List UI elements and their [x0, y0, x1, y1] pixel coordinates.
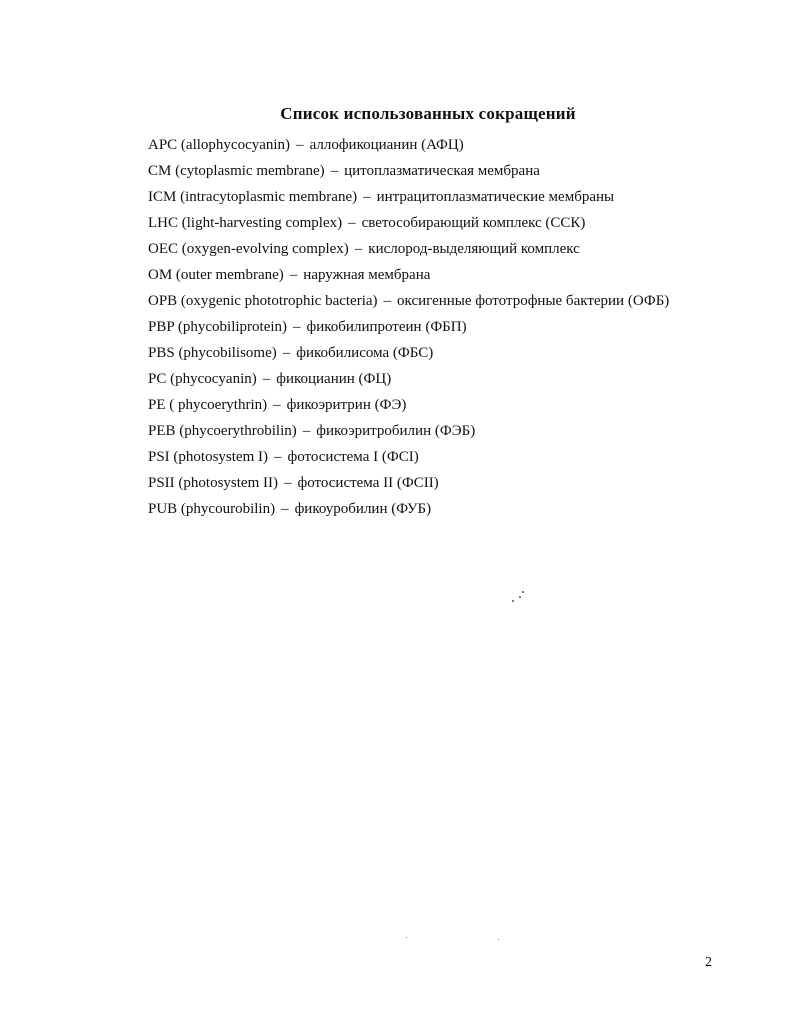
abbreviation-entry [148, 134, 669, 160]
entry-separator: – [383, 293, 392, 309]
abbreviation-entry [148, 446, 669, 472]
abbreviation-term: LHC (light-harvesting complex) [148, 215, 343, 231]
abbreviation-term: CM (cytoplasmic membrane) [148, 163, 325, 179]
abbreviation-meaning: фотосистема I (ФСI) [287, 449, 419, 465]
abbreviation-meaning: фикоуробилин (ФУБ) [294, 501, 432, 517]
entry-separator: – [363, 189, 371, 205]
entry-separator: – [284, 475, 292, 491]
abbreviation-meaning: наружная мембрана [303, 267, 431, 283]
abbreviation-entry [148, 498, 669, 524]
scan-speck [519, 596, 521, 598]
abbreviation-term: PE ( phycoerythrin) [148, 397, 268, 413]
abbreviation-meaning: светособирающий комплекс (ССК) [361, 215, 586, 231]
abbreviation-meaning: фикобилипротеин (ФБП) [306, 319, 467, 335]
entry-separator: – [289, 267, 298, 283]
abbreviation-entry [148, 212, 669, 238]
scan-speck [498, 939, 499, 940]
abbreviation-meaning: аллофикоцианин (АФЦ) [309, 137, 464, 153]
entry-separator: – [262, 371, 271, 387]
abbreviation-meaning: цитоплазматическая мембрана [344, 163, 540, 179]
abbreviation-entry [148, 264, 669, 290]
entry-separator: – [330, 163, 339, 179]
abbreviation-term: PBP (phycobiliprotein) [148, 319, 288, 335]
entry-separator: – [281, 501, 289, 517]
page-title: Список использованных сокращений [280, 104, 576, 123]
scan-speck [512, 600, 514, 602]
abbreviation-meaning: фотосистема II (ФСII) [297, 475, 439, 491]
entry-separator: – [348, 215, 356, 231]
abbreviation-term: OEC (oxygen-evolving complex) [148, 241, 349, 257]
entry-separator: – [282, 345, 291, 361]
abbreviation-term: PC (phycocyanin) [148, 371, 257, 387]
entry-separator: – [293, 319, 301, 335]
entry-separator: – [354, 241, 363, 257]
abbreviation-meaning: фикобилисома (ФБС) [296, 345, 434, 361]
entry-separator: – [302, 423, 311, 439]
abbreviation-term: OPB (oxygenic phototrophic bacteria) [148, 293, 378, 309]
abbreviation-term: ICM (intracytoplasmic membrane) [148, 189, 358, 205]
abbreviation-term: APC (allophycocyanin) [148, 137, 291, 153]
abbreviation-entry [148, 238, 669, 264]
abbreviation-term: PSII (photosystem II) [148, 475, 278, 491]
abbreviation-entry [148, 368, 669, 394]
abbreviation-term: PSI (photosystem I) [148, 449, 268, 465]
abbreviation-meaning: интрацитоплазматические мембраны [376, 189, 615, 205]
abbreviation-entry [148, 186, 669, 212]
abbreviation-entry [148, 342, 669, 368]
abbreviation-meaning: оксигенные фототрофные бактерии (ОФБ) [397, 293, 670, 309]
abbreviation-meaning: фикоэритробилин (ФЭБ) [316, 423, 476, 439]
abbreviation-entry [148, 420, 669, 446]
page-number: 2 [705, 955, 712, 970]
abbreviation-entry [148, 472, 669, 498]
abbreviation-meaning: фикоцианин (ФЦ) [276, 371, 392, 387]
abbreviation-term: PEB (phycoerythrobilin) [148, 423, 297, 439]
entry-separator: – [296, 137, 304, 153]
entry-separator: – [273, 397, 281, 413]
abbreviation-list [148, 134, 669, 524]
abbreviation-term: OM (outer membrane) [148, 267, 284, 283]
abbreviation-entry [148, 290, 669, 316]
abbreviation-term: PUB (phycourobilin) [148, 501, 276, 517]
abbreviation-meaning: фикоэритрин (ФЭ) [286, 397, 407, 413]
abbreviation-entry [148, 394, 669, 420]
scan-speck [522, 591, 524, 593]
abbreviation-meaning: кислород-выделяющий комплекс [368, 241, 580, 257]
entry-separator: – [274, 449, 282, 465]
abbreviation-term: PBS (phycobilisome) [148, 345, 277, 361]
scan-speck [406, 937, 407, 938]
abbreviation-entry [148, 316, 669, 342]
abbreviation-entry [148, 160, 669, 186]
